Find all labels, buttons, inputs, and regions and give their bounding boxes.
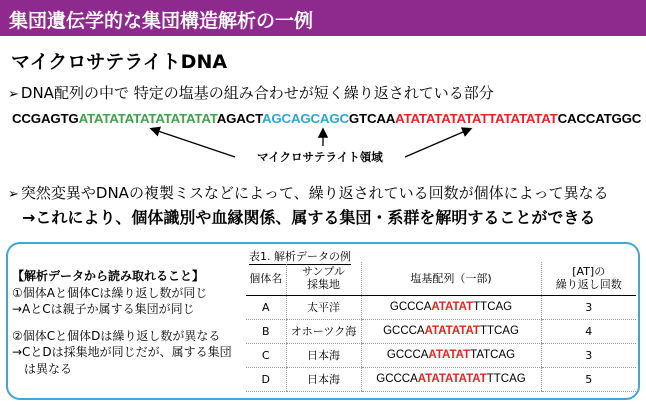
note-line: ①個体Aと個体Cは繰り返し数が同じ bbox=[12, 285, 208, 300]
sequence-repeat: ATATAT bbox=[428, 349, 471, 361]
notes-title: 【解析データから読み取れること】 bbox=[12, 269, 205, 283]
cell-individual: A bbox=[246, 295, 286, 319]
cell-repeat-count: 3 bbox=[541, 343, 636, 367]
sequence-post: TTCAG bbox=[479, 325, 519, 337]
cell-repeat-count: 4 bbox=[541, 319, 636, 343]
sequence-segment: ATATATATATAT bbox=[395, 111, 489, 126]
header-individual: 個体名 bbox=[246, 262, 286, 295]
cell-site: オホーツク海 bbox=[286, 319, 361, 343]
header-line: サンプル bbox=[301, 265, 345, 279]
sequence-segment: CCGAGTG bbox=[12, 111, 79, 126]
arrow-left bbox=[152, 129, 235, 157]
cell-site: 日本海 bbox=[286, 367, 361, 391]
sequence-repeat: ATATATATAT bbox=[417, 373, 487, 385]
sequence-pre: GCCCA bbox=[386, 349, 429, 361]
sequence-post: TATCAG bbox=[470, 349, 516, 361]
variation-bullet bbox=[8, 182, 609, 203]
table-row bbox=[246, 295, 636, 319]
header-line: 採集地 bbox=[307, 278, 340, 292]
note-line: ②個体Cと個体Dは繰り返し数が異なる bbox=[12, 328, 221, 343]
sequence-segment: CACCATGGC bbox=[557, 111, 642, 126]
sequence-pre: GCCCA bbox=[389, 301, 432, 313]
cell-repeat-count: 5 bbox=[541, 367, 636, 391]
sequence-repeat: ATATATAT bbox=[424, 325, 480, 337]
sequence-segment: AGACT bbox=[216, 111, 263, 126]
table-row bbox=[246, 343, 636, 367]
cell-sequence bbox=[361, 295, 541, 319]
cell-individual: D bbox=[246, 367, 286, 391]
sequence-segment: TATATATAT bbox=[488, 111, 558, 126]
note-line: →CとDは採集地が同じだが、属する集団 bbox=[12, 345, 232, 359]
variation-text: 突然変異やDNAの複製ミスなどによって、繰り返されている回数が個体によって異なる bbox=[20, 184, 609, 202]
analysis-notes bbox=[12, 268, 232, 377]
header-sequence: 塩基配列（一部) bbox=[361, 262, 541, 295]
sequence-segment: AGCAGCAGC bbox=[262, 111, 349, 126]
sequence-post: TTCAG bbox=[486, 373, 526, 385]
bullet-arrow-icon: ➢ bbox=[8, 187, 19, 202]
sequence-repeat: ATATAT bbox=[431, 301, 474, 313]
cell-sequence bbox=[361, 367, 541, 391]
microsatellite-label: マイクロサテライト領域 bbox=[257, 150, 383, 164]
table-row bbox=[246, 367, 636, 391]
note-line: は異なる bbox=[12, 361, 73, 376]
cell-sequence bbox=[361, 343, 541, 367]
cell-repeat-count: 3 bbox=[541, 295, 636, 319]
sequence-pre: GCCCA bbox=[376, 373, 418, 385]
analysis-table bbox=[246, 262, 636, 392]
sequence-post: TTCAG bbox=[473, 301, 513, 313]
table-caption: 表1. 解析データの例 bbox=[249, 250, 351, 263]
table-header-row bbox=[246, 262, 636, 295]
cell-site: 太平洋 bbox=[286, 295, 361, 319]
bullet-arrow-icon: ➢ bbox=[8, 87, 19, 102]
slide-title: 集団遺伝学的な集団構造解析の一例 bbox=[9, 10, 314, 32]
header-repeat-count bbox=[541, 262, 636, 295]
sequence-segment: GTCAA bbox=[348, 111, 396, 126]
definition-text: DNA配列の中で 特定の塩基の組み合わせが短く繰り返されている部分 bbox=[20, 84, 494, 102]
table-row bbox=[246, 319, 636, 343]
conclusion-text: →これにより、個体識別や血縁関係、属する集団・系群を解明することができる bbox=[22, 208, 596, 227]
header-line: 繰り返し回数 bbox=[555, 278, 622, 292]
cell-site: 日本海 bbox=[286, 343, 361, 367]
note-line: →AとCは親子か属する集団が同じ bbox=[12, 302, 195, 316]
header-line: [AT]の bbox=[572, 265, 606, 279]
section-heading: マイクロサテライトDNA bbox=[11, 51, 228, 73]
cell-individual: B bbox=[246, 319, 286, 343]
cell-sequence bbox=[361, 319, 541, 343]
sequence-pre: GCCCA bbox=[383, 325, 425, 337]
arrow-right bbox=[405, 129, 470, 157]
cell-individual: C bbox=[246, 343, 286, 367]
sequence-segment: ATATATATATATATATAT bbox=[78, 111, 217, 126]
header-site bbox=[286, 262, 361, 295]
